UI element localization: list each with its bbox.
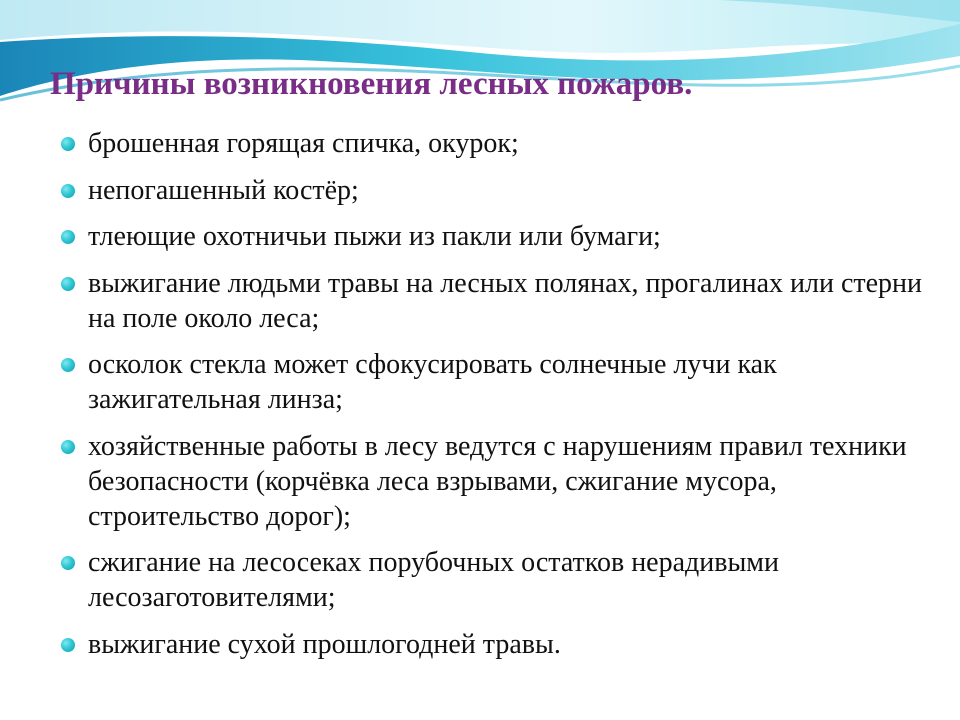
list-item-text: выжигание людьми травы на лесных полянах, прогалинах или стерни на поле около леса; <box>88 267 923 334</box>
list-item-text: тлеющие охотничьи пыжи из пакли или бумаги; <box>88 221 661 252</box>
list-item <box>59 173 929 208</box>
list-item <box>59 429 929 534</box>
list-item <box>59 347 929 417</box>
list-item <box>59 219 929 254</box>
round-bullet-icon <box>61 137 75 151</box>
round-bullet-icon <box>61 230 75 244</box>
round-bullet-icon <box>61 638 75 652</box>
list-item <box>59 545 929 615</box>
round-bullet-icon <box>61 184 75 198</box>
list-item <box>59 266 929 336</box>
round-bullet-icon <box>61 440 75 454</box>
list-item <box>59 126 929 161</box>
round-bullet-icon <box>61 358 75 372</box>
round-bullet-icon <box>61 556 75 570</box>
list-item-text: выжигание сухой прошлогодней травы. <box>88 628 561 660</box>
round-bullet-icon <box>61 277 75 291</box>
slide-title: Причины возникновения лесных пожаров. <box>50 66 693 102</box>
bullet-list <box>59 126 929 673</box>
list-item-text: брошенная горящая спичка, окурок; <box>88 128 519 159</box>
list-item-text: осколок стекла может сфокусировать солнечные лучи как зажигательная линза; <box>88 349 777 415</box>
list-item-text: хозяйственные работы в лесу ведутся с нарушениям правил техники безопасности (корчёвка леса взрывами, сжигание мусора, строительство дорог); <box>88 430 907 532</box>
list-item-text: непогашенный костёр; <box>88 174 359 206</box>
list-item <box>59 627 929 662</box>
list-item-text: сжигание на лесосеках порубочных остатков нерадивыми лесозаготовителями; <box>88 547 780 613</box>
